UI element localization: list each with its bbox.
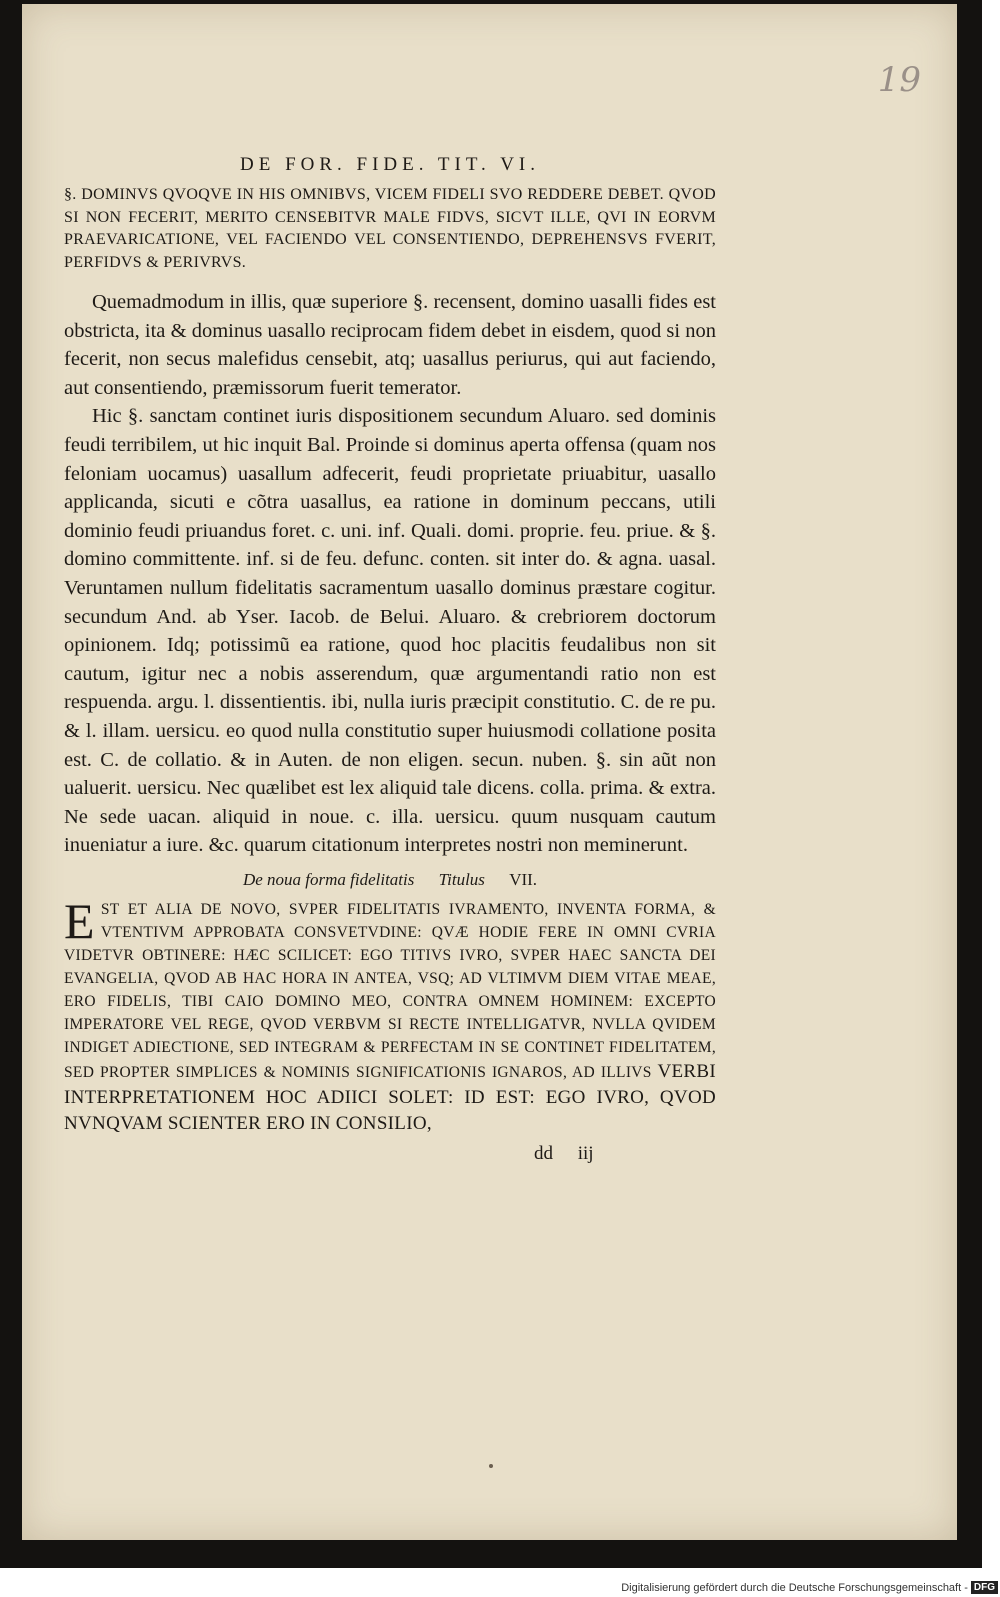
- text-block: [64, 154, 716, 1165]
- law-text-caps-2: [64, 892, 716, 1137]
- title-label: Titulus: [438, 869, 485, 889]
- law-text-caps: §. DOMINVS QVOQVE IN HIS OMNIBVS, VICEM FIDELI SVO REDDERE DEBET. QVOD SI NON FECERIT, MERITO CENSEBITVR MALE FIDVS, SICVT ILLE, QVI IN EORVM PRAEVARICATIONE, VEL FACIENDO VEL CONSENTIENDO, DEPREHENSVS FVERIT, PERFIDVS & PERIVRVS.: [64, 186, 716, 271]
- digitization-footer: [621, 1581, 998, 1594]
- signature-mark: dd: [534, 1142, 553, 1164]
- catchword-line: [534, 1143, 716, 1165]
- commentary-paragraph-2: Hic §. sanctam continet iuris dispositionem secundum Aluaro. sed dominis feudi terribilem, ut hic inquit Bal. Proinde si dominus aperta offensa (quam nos feloniam uocamus) uasallum adfecerit, feudi proprietate priuabitur, uasallo applicanda, sicuti e cõtra uasallus, ea ratione in dominum peccans, utili dominio feudi priuandus foret. c. uni. inf. Quali. domi. proprie. feu. priue. & §. domino committente. inf. si de feu. defunc. conten. sit inter do. & agna. uasal. Veruntamen nullum fidelitatis sacramentum uasallo dominus præstare cogitur. secundum And. ab Yser. Iacob. de Belui. Aluaro. & crebriorem doctorum opinionem. Idq; potissimũ ea ratione, quod hoc placitis feudalibus non sit cautum, igitur nec a nobis asserendum, quæ argumentandi ratio non est respuenda. argu. l. dissentientis. ibi, nulla iuris præcipit constitutio. C. de re pu. & l. illam. uersicu. eo quod nulla constitutio super huiusmodi collatione posita est. C. de collatio. & in Auten. de non eligen. secun. nuben. §. sin aũt non ualuerit. uersicu. Nec quælibet est lex aliquid tale dicens. colla. prima. & extra. Ne sede uacan. aliquid in noue. c. illa. uersicu. quum nusquam cautum inueniatur a iure. &c. quarum citationum interpretes nostri non meminerunt.: [64, 405, 716, 857]
- book-page: [22, 4, 957, 1540]
- running-head: DE FOR. FIDE. TIT. VI.: [240, 154, 540, 175]
- drop-initial: E: [64, 892, 95, 949]
- dfg-logo: DFG: [971, 1581, 998, 1594]
- law-text-caps-2-large: VERBI INTERPRETATIONEM HOC ADIICI SOLET: ID EST: EGO IVRO, QVOD NVNQVAM SCIENTER ERO IN CONSILIO,: [64, 1060, 716, 1134]
- law-text-caps-2-body: ST ET ALIA DE NOVO, SVPER FIDELITATIS IVRAMENTO, INVENTA FORMA, & VTENTIVM APPROBATA CONSVETVDINE: QVÆ HODIE FERE IN OMNI CVRIA VIDETVR OBTINERE: HÆC SCILICET: EGO TITIVS IVRO, SVPER HAEC SANCTA DEI EVANGELIA, QVOD AB HAC HORA IN ANTEA, VSQ; AD VLTIMVM DIEM VITAE MEAE, ERO FIDELIS, TIBI CAIO DOMINO MEO, CONTRA OMNEM HOMINEM: EXCEPTO IMPERATORE VEL REGE, QVOD VERBVM SI RECTE INTELLIGATVR, NVLLA QVIDEM INDIGET ADIECTIONE, SED INTEGRAM & PERFECTAM IN SE CONTINET FIDELITATEM, SED PROPTER SIMPLICES & NOMINIS SIGNIFICATIONIS IGNAROS, AD ILLIVS: [64, 900, 716, 1081]
- page-speck: [489, 1464, 493, 1468]
- title-text: De noua forma fidelitatis: [242, 869, 415, 889]
- title-number: VII.: [509, 869, 538, 889]
- footer-text: Digitalisierung gefördert durch die Deutsche Forschungsgemeinschaft -: [621, 1581, 968, 1594]
- commentary-paragraph-1: Quemadmodum in illis, quæ superiore §. recensent, domino uasalli fides est obstricta, ita & dominus uasallo reciprocam fidem debet in eisdem, quod si non fecerit, non secus malefidus censebit, atq; uasallus periurus, qui aut faciendo, aut consentiendo, præmissorum fuerit temerator.: [64, 291, 716, 399]
- section-title: [64, 870, 716, 890]
- folio-number: 19: [877, 60, 921, 100]
- catchword: iij: [577, 1142, 594, 1164]
